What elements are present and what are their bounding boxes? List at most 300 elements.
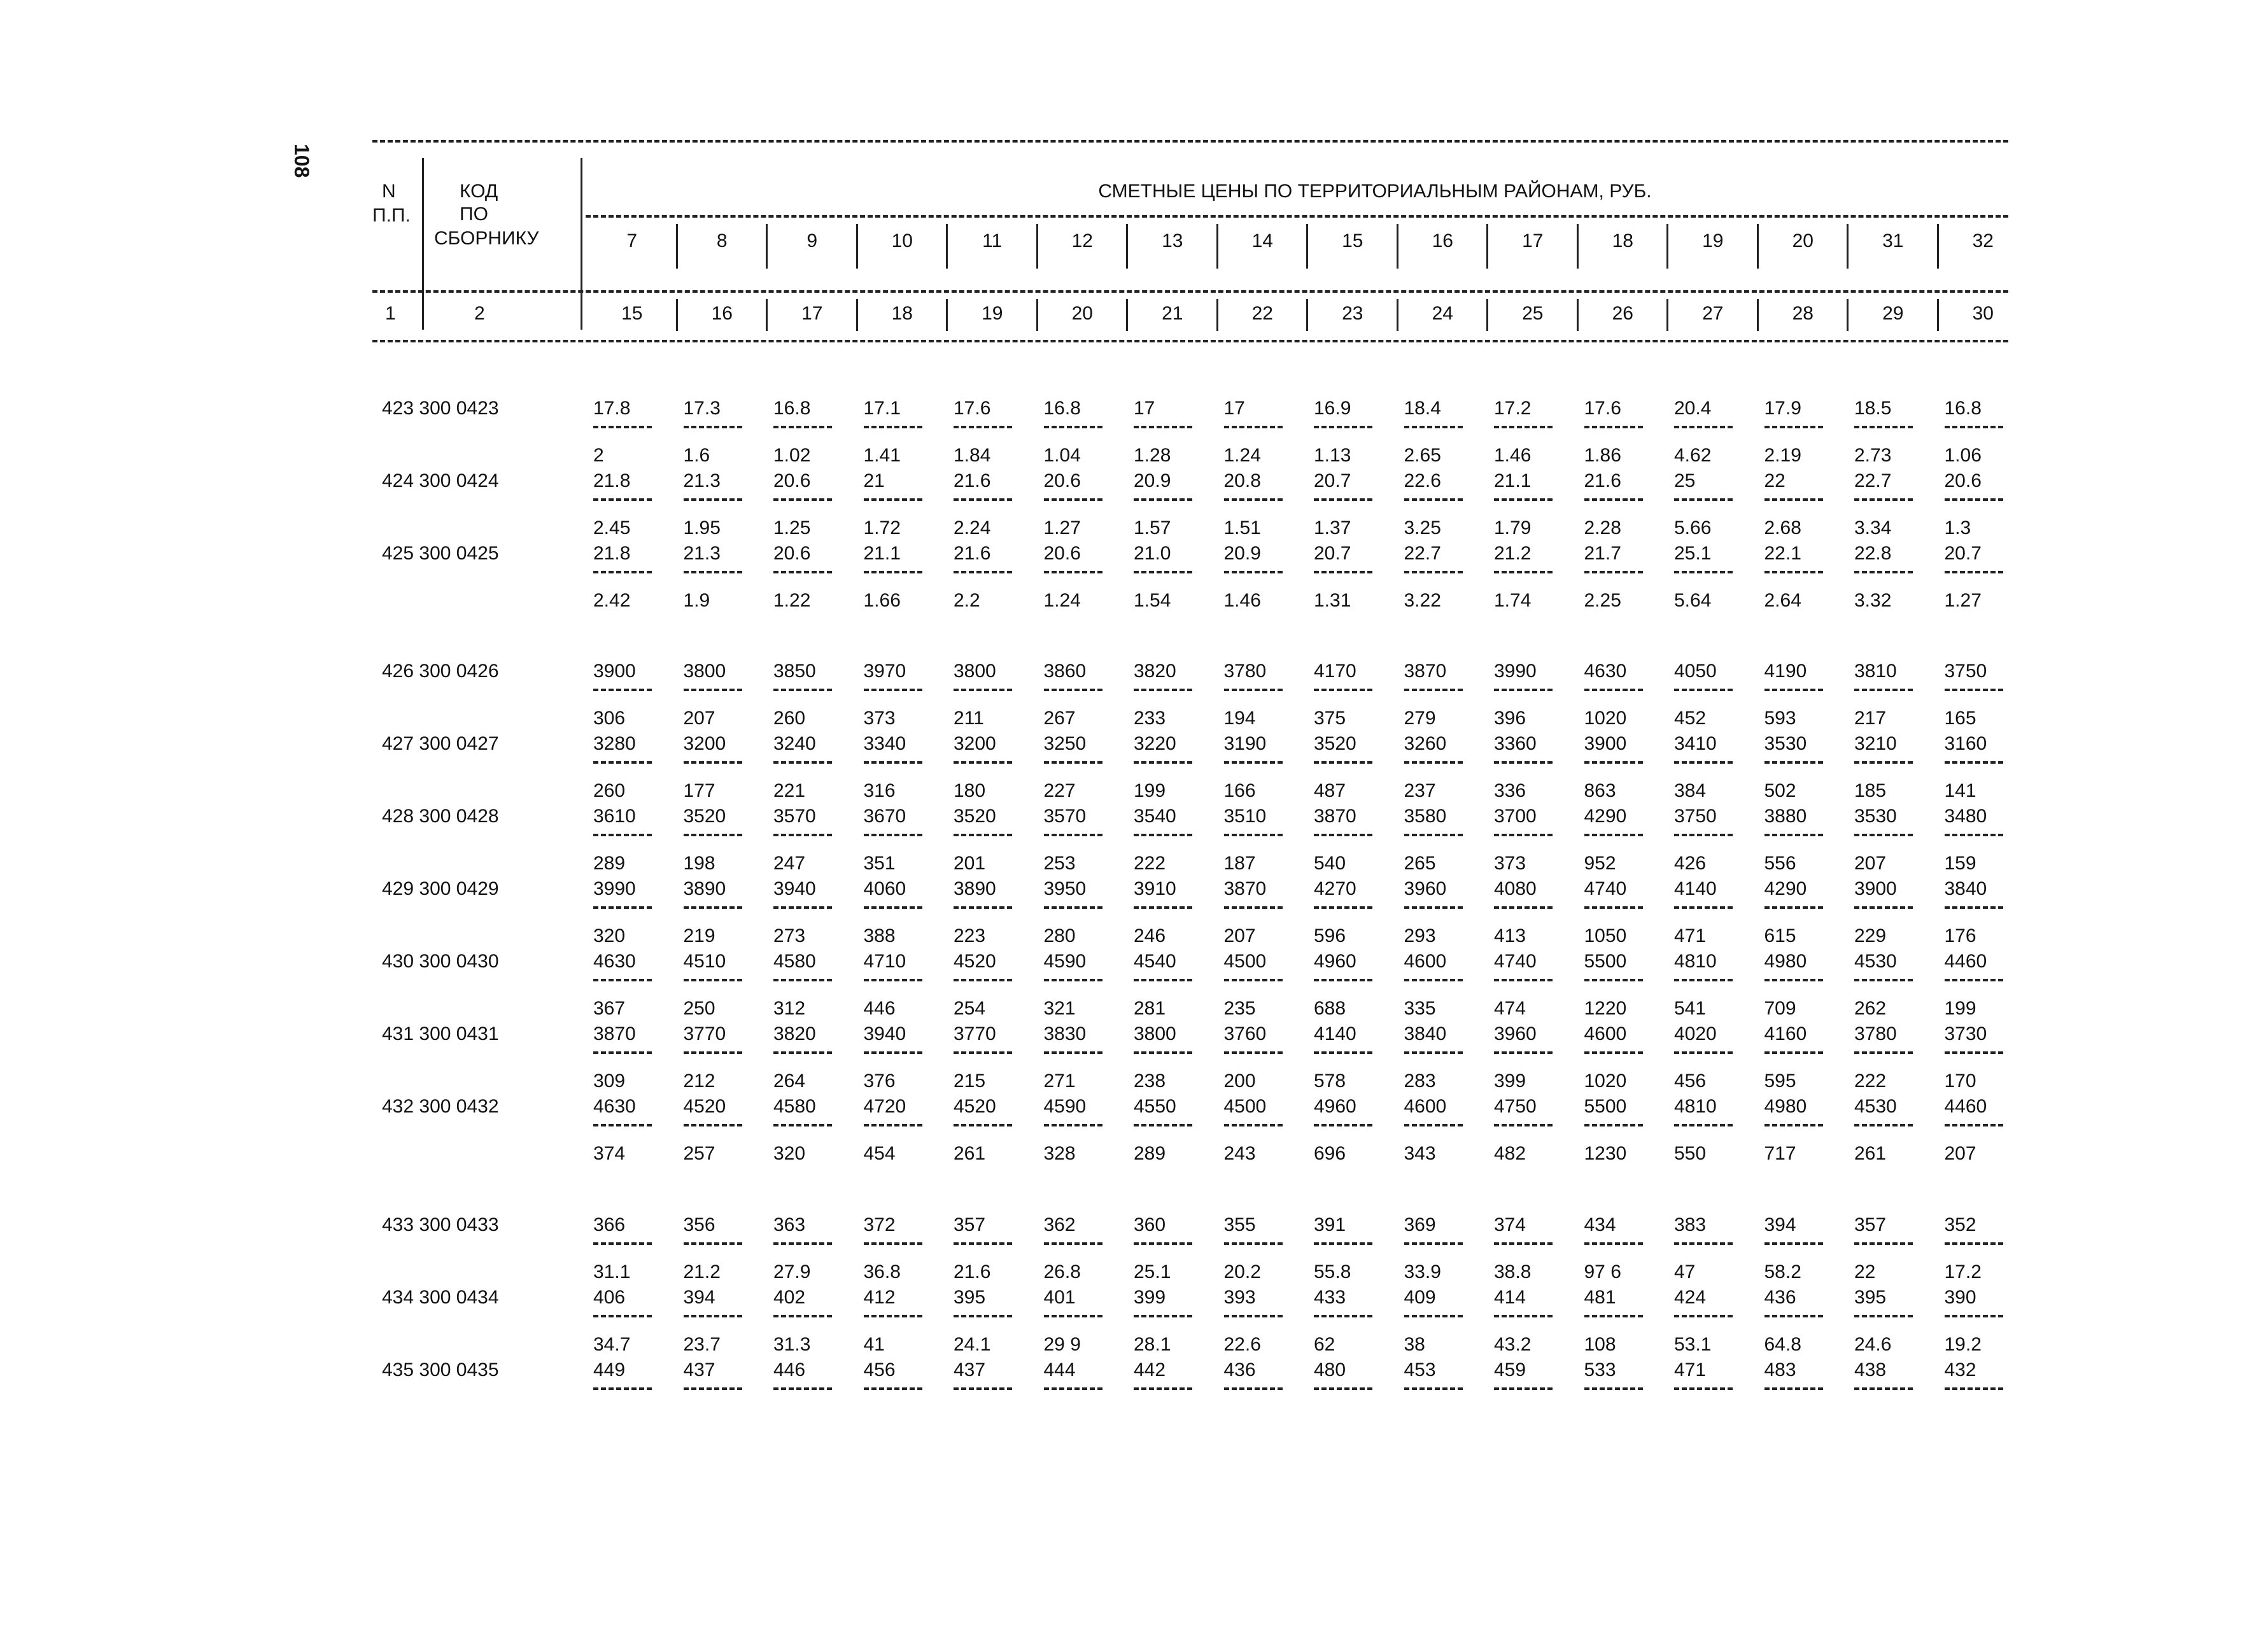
fraction-bar: [864, 979, 922, 981]
fraction-bar: [1674, 1315, 1733, 1317]
cell-value: 3860: [1043, 661, 1087, 682]
cell-value: 316: [863, 780, 896, 801]
fraction-bar: [1854, 979, 1913, 981]
fraction-bar: [1854, 1387, 1913, 1390]
fraction-bar: [1044, 761, 1102, 764]
fraction-bar: [1945, 834, 2003, 836]
cell-value: 1.6: [683, 445, 710, 466]
cell-value: 394: [1764, 1214, 1796, 1235]
cell-value: 2.73: [1854, 445, 1892, 466]
cell-value: 355: [1223, 1214, 1256, 1235]
fraction-bar: [1764, 498, 1823, 501]
cell-value: 3800: [954, 661, 996, 682]
cell-value: 20.6: [1043, 470, 1081, 491]
cell-value: 4720: [863, 1096, 906, 1117]
cell-value: 198: [683, 853, 715, 874]
cell-value: 2: [593, 445, 604, 466]
fraction-bar: [684, 1124, 742, 1126]
cell-value: 3.32: [1854, 590, 1892, 611]
district-divider: [766, 224, 768, 269]
fraction-bar: [1494, 498, 1553, 501]
cell-value: 688: [1314, 998, 1346, 1019]
cell-value: 3870: [1223, 878, 1267, 899]
fraction-bar: [1584, 689, 1643, 691]
cell-value: 64.8: [1764, 1334, 1801, 1355]
fraction-bar: [1674, 689, 1733, 691]
cell-value: 159: [1944, 853, 1976, 874]
fraction-bar: [1764, 689, 1823, 691]
fraction-bar: [1314, 498, 1372, 501]
cell-value: 3540: [1134, 806, 1176, 827]
colnum-divider: [1126, 299, 1128, 331]
cell-value: 3610: [593, 806, 636, 827]
cell-value: 369: [1404, 1214, 1436, 1235]
cell-value: 5.64: [1674, 590, 1712, 611]
cell-value: 3810: [1854, 661, 1897, 682]
cell-value: 17.2: [1494, 398, 1532, 419]
cell-value: 395: [1854, 1287, 1887, 1308]
cell-value: 434: [1584, 1214, 1616, 1235]
fraction-bar: [1224, 761, 1283, 764]
cell-value: 320: [593, 925, 626, 946]
cell-value: 271: [1043, 1070, 1076, 1091]
column-number: 16: [711, 303, 733, 324]
fraction-bar: [1134, 834, 1192, 836]
cell-value: 3970: [863, 661, 906, 682]
column-number: 29: [1882, 303, 1904, 324]
district-number: 15: [1342, 230, 1363, 251]
cell-value: 17.3: [683, 398, 721, 419]
header-title: СМЕТНЫЕ ЦЕНЫ ПО ТЕРРИТОРИАЛЬНЫМ РАЙОНАМ, РУБ.: [1098, 181, 1652, 202]
cell-value: 4750: [1494, 1096, 1537, 1117]
cell-value: 257: [683, 1143, 715, 1164]
district-number: 20: [1792, 230, 1814, 251]
cell-value: 21.6: [954, 543, 991, 564]
fraction-bar: [773, 1315, 832, 1317]
cell-value: 1.22: [773, 590, 811, 611]
fraction-bar: [1314, 1051, 1372, 1054]
row-label: 431 300 0431: [382, 1023, 499, 1044]
fraction-bar: [1134, 571, 1192, 573]
fraction-bar: [1674, 979, 1733, 981]
district-divider: [1397, 224, 1398, 269]
cell-value: 391: [1314, 1214, 1346, 1235]
fraction-bar: [1945, 1051, 2003, 1054]
district-number: 8: [716, 230, 728, 251]
cell-value: 1.37: [1314, 517, 1351, 538]
cell-value: 141: [1944, 780, 1976, 801]
cell-value: 456: [863, 1359, 896, 1380]
district-divider: [1216, 224, 1218, 269]
cell-value: 480: [1314, 1359, 1346, 1380]
fraction-bar: [593, 906, 652, 909]
cell-value: 4530: [1854, 951, 1897, 972]
fraction-bar: [1404, 1124, 1463, 1126]
fraction-bar: [1854, 426, 1913, 428]
fraction-bar: [1134, 761, 1192, 764]
cell-value: 22.6: [1404, 470, 1441, 491]
fraction-bar: [1764, 834, 1823, 836]
fraction-bar: [954, 689, 1012, 691]
cell-value: 180: [954, 780, 986, 801]
cell-value: 1230: [1584, 1143, 1627, 1164]
fraction-bar: [1584, 1051, 1643, 1054]
cell-value: 4270: [1314, 878, 1356, 899]
column-number: 22: [1251, 303, 1273, 324]
cell-value: 16.8: [773, 398, 811, 419]
cell-value: 21.0: [1134, 543, 1171, 564]
fraction-bar: [1764, 906, 1823, 909]
cell-value: 471: [1674, 1359, 1707, 1380]
header-rule-2: [372, 290, 2008, 293]
fraction-bar: [1584, 834, 1643, 836]
cell-value: 24.6: [1854, 1334, 1892, 1355]
cell-value: 437: [954, 1359, 986, 1380]
fraction-bar: [1854, 1124, 1913, 1126]
fraction-bar: [1674, 1051, 1733, 1054]
cell-value: 390: [1944, 1287, 1976, 1308]
district-divider: [1757, 224, 1759, 269]
cell-value: 615: [1764, 925, 1796, 946]
cell-value: 22.1: [1764, 543, 1801, 564]
fraction-bar: [1764, 1124, 1823, 1126]
cell-value: 426: [1674, 853, 1707, 874]
fraction-bar: [593, 979, 652, 981]
cell-value: 4160: [1764, 1023, 1807, 1044]
fraction-bar: [1674, 1387, 1733, 1390]
fraction-bar: [1584, 1242, 1643, 1245]
cell-value: 3960: [1494, 1023, 1537, 1044]
colnum-divider: [766, 299, 768, 331]
colnum-divider: [1486, 299, 1488, 331]
cell-value: 1.41: [863, 445, 901, 466]
cell-value: 335: [1404, 998, 1436, 1019]
cell-value: 1.25: [773, 517, 811, 538]
cell-value: 262: [1854, 998, 1887, 1019]
fraction-bar: [1404, 498, 1463, 501]
fraction-bar: [954, 1124, 1012, 1126]
fraction-bar: [593, 1387, 652, 1390]
cell-value: 1.31: [1314, 590, 1351, 611]
fraction-bar: [864, 1051, 922, 1054]
cell-value: 177: [683, 780, 715, 801]
fraction-bar: [1404, 689, 1463, 691]
cell-value: 17.6: [954, 398, 991, 419]
cell-value: 53.1: [1674, 1334, 1712, 1355]
cell-value: 222: [1134, 853, 1166, 874]
district-number: 7: [626, 230, 638, 251]
cell-value: 3250: [1043, 733, 1087, 754]
cell-value: 413: [1494, 925, 1526, 946]
cell-value: 3520: [683, 806, 726, 827]
cell-value: 482: [1494, 1143, 1526, 1164]
fraction-bar: [1224, 906, 1283, 909]
cell-value: 357: [1854, 1214, 1887, 1235]
cell-value: 3760: [1223, 1023, 1267, 1044]
column-number: 17: [801, 303, 823, 324]
fraction-bar: [593, 1051, 652, 1054]
cell-value: 3870: [1314, 806, 1356, 827]
cell-value: 1.28: [1134, 445, 1171, 466]
fraction-bar: [1224, 834, 1283, 836]
fraction-bar: [1044, 1315, 1102, 1317]
cell-value: 4580: [773, 951, 816, 972]
cell-value: 375: [1314, 708, 1346, 729]
cell-value: 399: [1134, 1287, 1166, 1308]
cell-value: 219: [683, 925, 715, 946]
fraction-bar: [1314, 426, 1372, 428]
cell-value: 444: [1043, 1359, 1076, 1380]
fraction-bar: [1404, 426, 1463, 428]
fraction-bar: [1224, 1387, 1283, 1390]
district-divider: [1666, 224, 1668, 269]
cell-value: 3700: [1494, 806, 1537, 827]
fraction-bar: [1044, 906, 1102, 909]
cell-value: 36.8: [863, 1261, 901, 1282]
cell-value: 2.19: [1764, 445, 1801, 466]
cell-value: 3990: [593, 878, 636, 899]
cell-value: 223: [954, 925, 986, 946]
fraction-bar: [1044, 689, 1102, 691]
fraction-bar: [593, 1315, 652, 1317]
fraction-bar: [1494, 761, 1553, 764]
cell-value: 1.86: [1584, 445, 1621, 466]
cell-value: 3570: [773, 806, 816, 827]
cell-value: 3910: [1134, 878, 1176, 899]
cell-value: 21.6: [1584, 470, 1621, 491]
cell-value: 265: [1404, 853, 1436, 874]
cell-value: 4050: [1674, 661, 1717, 682]
fraction-bar: [1584, 1124, 1643, 1126]
cell-value: 207: [1944, 1143, 1976, 1164]
cell-value: 1.74: [1494, 590, 1532, 611]
cell-value: 16.8: [1043, 398, 1081, 419]
cell-value: 4520: [954, 951, 996, 972]
cell-value: 253: [1043, 853, 1076, 874]
fraction-bar: [1224, 426, 1283, 428]
cell-value: 578: [1314, 1070, 1346, 1091]
cell-value: 432: [1944, 1359, 1976, 1380]
cell-value: 4520: [954, 1096, 996, 1117]
cell-value: 212: [683, 1070, 715, 1091]
cell-value: 4290: [1764, 878, 1807, 899]
cell-value: 556: [1764, 853, 1796, 874]
colnum-divider: [1757, 299, 1759, 331]
fraction-bar: [864, 1124, 922, 1126]
fraction-bar: [593, 761, 652, 764]
fraction-bar: [1134, 1315, 1192, 1317]
fraction-bar: [1945, 906, 2003, 909]
cell-value: 3900: [1854, 878, 1897, 899]
fraction-bar: [684, 426, 742, 428]
cell-value: 3530: [1764, 733, 1807, 754]
cell-value: 289: [1134, 1143, 1166, 1164]
cell-value: 289: [593, 853, 626, 874]
cell-value: 3.22: [1404, 590, 1441, 611]
cell-value: 414: [1494, 1287, 1526, 1308]
cell-value: 207: [1854, 853, 1887, 874]
fraction-bar: [954, 426, 1012, 428]
cell-value: 1.95: [683, 517, 721, 538]
cell-value: 4810: [1674, 951, 1717, 972]
cell-value: 436: [1223, 1359, 1256, 1380]
cell-value: 362: [1043, 1214, 1076, 1235]
cell-value: 336: [1494, 780, 1526, 801]
cell-value: 3870: [593, 1023, 636, 1044]
cell-value: 47: [1674, 1261, 1696, 1282]
cell-value: 3770: [954, 1023, 996, 1044]
fraction-bar: [864, 761, 922, 764]
fraction-bar: [1314, 761, 1372, 764]
row-label: 423 300 0423: [382, 398, 499, 419]
cell-value: 4540: [1134, 951, 1176, 972]
cell-value: 25.1: [1674, 543, 1712, 564]
fraction-bar: [1494, 571, 1553, 573]
cell-value: 185: [1854, 780, 1887, 801]
fraction-bar: [1945, 498, 2003, 501]
cell-value: 222: [1854, 1070, 1887, 1091]
cell-value: 1.57: [1134, 517, 1171, 538]
row-label: 428 300 0428: [382, 806, 499, 827]
cell-value: 306: [593, 708, 626, 729]
cell-value: 23.7: [683, 1334, 721, 1355]
cell-value: 399: [1494, 1070, 1526, 1091]
colnum-divider: [1937, 299, 1939, 331]
fraction-bar: [1764, 1051, 1823, 1054]
cell-value: 437: [683, 1359, 715, 1380]
cell-value: 2.42: [593, 590, 631, 611]
fraction-bar: [1584, 426, 1643, 428]
fraction-bar: [1854, 571, 1913, 573]
cell-value: 4580: [773, 1096, 816, 1117]
cell-value: 595: [1764, 1070, 1796, 1091]
cell-value: 21.2: [683, 1261, 721, 1282]
cell-value: 21.2: [1494, 543, 1532, 564]
cell-value: 1.84: [954, 445, 991, 466]
fraction-bar: [1314, 571, 1372, 573]
fraction-bar: [1674, 1242, 1733, 1245]
cell-value: 5500: [1584, 1096, 1627, 1117]
fraction-bar: [1494, 1242, 1553, 1245]
fraction-bar: [1945, 571, 2003, 573]
cell-value: 17.1: [863, 398, 901, 419]
cell-value: 20.6: [773, 470, 811, 491]
cell-value: 3730: [1944, 1023, 1987, 1044]
cell-value: 1.66: [863, 590, 901, 611]
cell-value: 352: [1944, 1214, 1976, 1235]
cell-value: 3870: [1404, 661, 1447, 682]
fraction-bar: [684, 834, 742, 836]
cell-value: 1020: [1584, 708, 1627, 729]
cell-value: 4980: [1764, 951, 1807, 972]
fraction-bar: [1404, 834, 1463, 836]
cell-value: 3280: [593, 733, 636, 754]
fraction-bar: [684, 1387, 742, 1390]
cell-value: 1020: [1584, 1070, 1627, 1091]
fraction-bar: [1674, 1124, 1733, 1126]
cell-value: 541: [1674, 998, 1707, 1019]
cell-value: 4170: [1314, 661, 1356, 682]
fraction-bar: [864, 906, 922, 909]
column-number: 26: [1612, 303, 1633, 324]
district-divider: [1036, 224, 1038, 269]
cell-value: 250: [683, 998, 715, 1019]
cell-value: 4960: [1314, 951, 1356, 972]
colnum-divider: [1666, 299, 1668, 331]
fraction-bar: [1764, 1242, 1823, 1245]
cell-value: 221: [773, 780, 806, 801]
fraction-bar: [1044, 1387, 1102, 1390]
cell-value: 4550: [1134, 1096, 1176, 1117]
cell-value: 402: [773, 1287, 806, 1308]
cell-value: 21.6: [954, 470, 991, 491]
cell-value: 267: [1043, 708, 1076, 729]
cell-value: 243: [1223, 1143, 1256, 1164]
cell-value: 17.2: [1944, 1261, 1982, 1282]
cell-value: 215: [954, 1070, 986, 1091]
district-divider: [1306, 224, 1308, 269]
cell-value: 3.34: [1854, 517, 1892, 538]
district-number: 10: [891, 230, 913, 251]
row-label: 424 300 0424: [382, 470, 499, 491]
cell-value: 709: [1764, 998, 1796, 1019]
colnum-divider: [1847, 299, 1849, 331]
column-number: 15: [621, 303, 643, 324]
cell-value: 436: [1764, 1287, 1796, 1308]
cell-value: 3340: [863, 733, 906, 754]
cell-value: 20.9: [1134, 470, 1171, 491]
cell-value: 309: [593, 1070, 626, 1091]
cell-value: 384: [1674, 780, 1707, 801]
cell-value: 1050: [1584, 925, 1627, 946]
row-label: 433 300 0433: [382, 1214, 499, 1235]
cell-value: 540: [1314, 853, 1346, 874]
cell-value: 2.24: [954, 517, 991, 538]
cell-value: 4630: [1584, 661, 1627, 682]
fraction-bar: [1584, 1387, 1643, 1390]
cell-value: 394: [683, 1287, 715, 1308]
district-divider: [1486, 224, 1488, 269]
cell-value: 4140: [1314, 1023, 1356, 1044]
fraction-bar: [1224, 498, 1283, 501]
cell-value: 273: [773, 925, 806, 946]
cell-value: 393: [1223, 1287, 1256, 1308]
cell-value: 199: [1944, 998, 1976, 1019]
fraction-bar: [1854, 498, 1913, 501]
fraction-bar: [1494, 1124, 1553, 1126]
cell-value: 4.62: [1674, 445, 1712, 466]
cell-value: 2.28: [1584, 517, 1621, 538]
fraction-bar: [1134, 1387, 1192, 1390]
cell-value: 3200: [683, 733, 726, 754]
fraction-bar: [1044, 571, 1102, 573]
cell-value: 26.8: [1043, 1261, 1081, 1282]
fraction-bar: [1854, 689, 1913, 691]
district-divider: [676, 224, 678, 269]
cell-value: 17: [1134, 398, 1155, 419]
cell-value: 22.7: [1854, 470, 1892, 491]
district-number: 17: [1522, 230, 1544, 251]
cell-value: 533: [1584, 1359, 1616, 1380]
fraction-bar: [593, 426, 652, 428]
cell-value: 31.1: [593, 1261, 631, 1282]
cell-value: 4740: [1494, 951, 1537, 972]
cell-value: 4460: [1944, 951, 1987, 972]
fraction-bar: [1945, 979, 2003, 981]
cell-value: 3260: [1404, 733, 1447, 754]
cell-value: 28.1: [1134, 1334, 1171, 1355]
district-number: 19: [1702, 230, 1724, 251]
